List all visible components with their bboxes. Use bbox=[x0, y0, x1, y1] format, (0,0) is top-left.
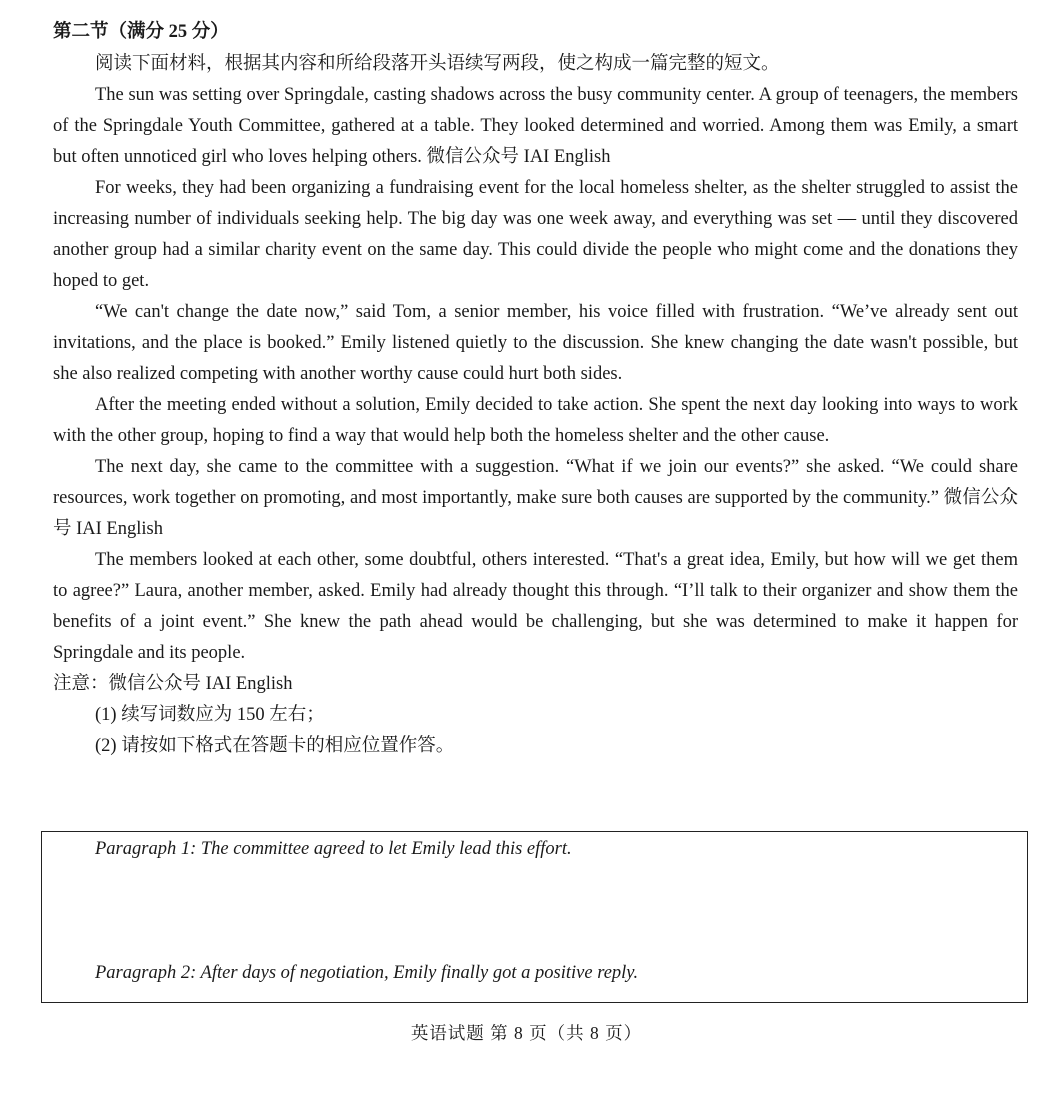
passage-paragraph-1: The sun was setting over Springdale, casting shadows across the busy community center. A group of teenagers, the members of the Springdale Youth Committee, gathered at a table. They looked determined and worried. Among them was Emily, a smart but often unnoticed girl who loves helping others. 微信公众号 IAI English bbox=[53, 85, 1018, 167]
passage-paragraph-5: The next day, she came to the committee with a suggestion. “What if we join our events?” she asked. “We could share resources, work together on promoting, and most importantly, make sure both causes are supported by the community.” 微信公众号 IAI English bbox=[53, 457, 1018, 539]
page-footer: 英语试题 第 8 页（共 8 页） bbox=[410, 1023, 643, 1043]
passage-paragraph-4: After the meeting ended without a solution, Emily decided to take action. She spent the next day looking into ways to work with the other group, hoping to find a way that would help both the homeless shelter and the other cause. bbox=[53, 395, 1018, 446]
passage-paragraph-3: “We can't change the date now,” said Tom, a senior member, his voice filled with frustration. “We’ve already sent out invitations, and the place is booked.” Emily listened quietly to the discussion. She knew changing the date wasn't possible, but she also realized competing with another worthy cause could hurt both sides. bbox=[53, 302, 1018, 384]
instruction: 阅读下面材料，根据其内容和所给段落开头语续写两段，使之构成一篇完整的短文。 bbox=[95, 54, 780, 74]
passage-paragraph-6: The members looked at each other, some doubtful, others interested. “That's a great idea, Emily, but how will we get them to agree?” Laura, another member, asked. Emily had already thought this through. “I’ll talk to their organizer and show them the benefits of a joint event.” She knew the path ahead would be challenging, but she was determined to make it happen for Springdale and its people. bbox=[53, 550, 1018, 663]
section-title: 第二节（满分 25 分） bbox=[53, 22, 229, 42]
notes-heading: 注意：微信公众号 IAI English bbox=[53, 674, 293, 694]
notes-item-2: (2) 请按如下格式在答题卡的相应位置作答。 bbox=[95, 736, 455, 756]
paragraph-2-prompt: Paragraph 2: After days of negotiation, Emily finally got a positive reply. bbox=[95, 963, 639, 983]
notes-item-1: (1) 续写词数应为 150 左右； bbox=[95, 705, 325, 725]
paragraph-1-prompt: Paragraph 1: The committee agreed to let Emily lead this effort. bbox=[95, 839, 572, 859]
passage-paragraph-2: For weeks, they had been organizing a fundraising event for the local homeless shelter, as the shelter struggled to assist the increasing number of individuals seeking help. The big day was one week away, and everything was set — until they discovered another group had a similar charity event on the same day. This could divide the people who might come and the donations they hoped to get. bbox=[53, 178, 1018, 291]
text-block bbox=[53, 49, 1018, 762]
answer-box bbox=[41, 831, 1028, 1003]
